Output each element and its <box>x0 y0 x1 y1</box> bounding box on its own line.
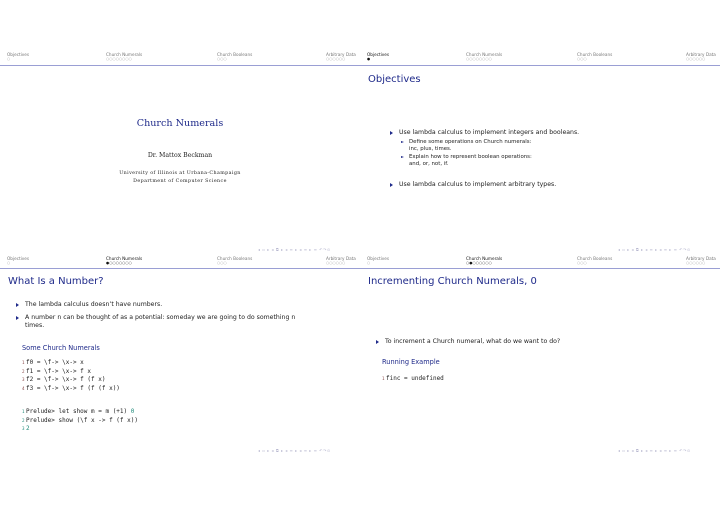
beamer-navigation-icons[interactable]: ◂ ▫ ▸ ◂ ⧉ ▸ ◂ ≡ ▸ ◂ ≡ ▸ ≡ ↶↷⊙ <box>258 448 331 453</box>
nav-section-church-numerals[interactable]: Church Numerals ○●○○○○○○ <box>466 256 503 265</box>
code-line: 1f0 = \f-> \x-> x <box>22 359 84 366</box>
list-item: To increment a Church numeral, what do we want to do? <box>385 338 560 346</box>
bullet-triangle-icon <box>16 303 19 307</box>
nav-section-arbitrary-data[interactable]: Arbitrary Data ○○○○○○ <box>686 256 716 265</box>
nav-section-objectives[interactable]: Objectives ○ <box>7 256 30 265</box>
list-item: Use lambda calculus to implement integers and booleans. <box>399 129 579 137</box>
block-title: Some Church Numerals <box>22 344 100 352</box>
code-line: 2Prelude> show (\f x -> f (f x)) <box>22 416 138 424</box>
code-line: 1Prelude> let show m = m (+1) 0 <box>22 408 135 415</box>
frame-title: What Is a Number? <box>8 276 104 287</box>
nav-section-church-booleans[interactable]: Church Booleans ○○○ <box>217 52 253 61</box>
slide-incrementing <box>360 255 720 510</box>
code-line: 2f1 = \f-> \x-> f x <box>22 367 92 375</box>
nav-section-church-booleans[interactable]: Church Booleans ○○○ <box>577 52 613 61</box>
slide-objectives <box>360 0 720 255</box>
institution: University of Illinois at Urbana-Champaign <box>119 171 241 176</box>
department: Department of Computer Science <box>133 179 227 184</box>
beamer-navigation-icons[interactable]: ◂ ▫ ▸ ◂ ⧉ ▸ ◂ ≡ ▸ ◂ ≡ ▸ ≡ ↶↷⊙ <box>258 247 331 252</box>
list-item: Explain how to represent boolean operations: <box>409 154 532 161</box>
bullet-triangle-icon <box>401 141 404 143</box>
code-block-running-example <box>382 375 444 384</box>
section-nav <box>0 52 360 66</box>
code-block-repl <box>22 408 138 434</box>
frame-title: Objectives <box>368 74 421 85</box>
nav-section-objectives[interactable]: Objectives ● <box>367 52 390 61</box>
beamer-navigation-icons[interactable]: ◂ ▫ ▸ ◂ ⧉ ▸ ◂ ≡ ▸ ◂ ≡ ▸ ≡ ↶↷⊙ <box>618 448 691 453</box>
nav-section-arbitrary-data[interactable]: Arbitrary Data ○○○○○○ <box>686 52 716 61</box>
slide-title <box>0 0 360 255</box>
list-item-continuation: times. <box>25 322 45 329</box>
bullet-triangle-icon <box>16 316 19 320</box>
bullet-list <box>25 301 295 330</box>
presentation-title: Church Numerals <box>136 118 224 129</box>
nav-divider <box>0 268 360 269</box>
nav-divider <box>360 268 720 269</box>
beamer-navigation-icons[interactable]: ◂ ▫ ▸ ◂ ⧉ ▸ ◂ ≡ ▸ ◂ ≡ ▸ ≡ ↶↷⊙ <box>618 247 691 252</box>
nav-section-church-numerals[interactable]: Church Numerals ●○○○○○○○ <box>106 256 143 265</box>
frame-title: Incrementing Church Numerals, 0 <box>368 276 537 287</box>
author: Dr. Mattox Beckman <box>147 152 213 159</box>
nav-section-church-numerals[interactable]: Church Numerals ○○○○○○○○ <box>106 52 143 61</box>
list-item: The lambda calculus doesn’t have numbers. <box>25 301 295 309</box>
bullet-triangle-icon <box>401 156 404 158</box>
nav-section-arbitrary-data[interactable]: Arbitrary Data ○○○○○○ <box>326 52 356 61</box>
code-line: 1finc = undefined <box>382 375 444 382</box>
list-item: A number n can be thought of as a potential: someday we are going to do something n <box>25 314 295 322</box>
bullet-list <box>385 338 560 346</box>
objectives-list <box>399 129 579 137</box>
nav-section-church-numerals[interactable]: Church Numerals ○○○○○○○○ <box>466 52 503 61</box>
nav-section-objectives[interactable]: Objectives ○ <box>367 256 390 265</box>
code-block-numerals <box>22 359 120 394</box>
block-title: Running Example <box>382 358 440 366</box>
code-line: 3f2 = \f-> \x-> f (f x) <box>22 376 106 384</box>
nav-section-objectives[interactable]: Objectives ○ <box>7 52 30 61</box>
slide-what-is-a-number <box>0 255 360 510</box>
list-item: Define some operations on Church numerals: <box>409 139 532 146</box>
nav-section-church-booleans[interactable]: Church Booleans ○○○ <box>577 256 613 265</box>
list-item: Use lambda calculus to implement arbitrary types. <box>399 181 556 189</box>
objectives-list-2 <box>399 181 556 189</box>
nav-section-church-booleans[interactable]: Church Booleans ○○○ <box>217 256 253 265</box>
bullet-triangle-icon <box>376 340 379 344</box>
code-line: 4f3 = \f-> \x-> f (f (f x)) <box>22 385 120 393</box>
code-line: 32 <box>22 425 30 433</box>
section-nav <box>360 52 720 66</box>
nav-divider <box>0 65 360 66</box>
nav-divider <box>360 65 720 66</box>
nav-section-arbitrary-data[interactable]: Arbitrary Data ○○○○○○ <box>326 256 356 265</box>
objectives-sublist <box>409 139 532 168</box>
list-item-continuation: inc, plus, times. <box>409 146 452 152</box>
bullet-triangle-icon <box>390 183 393 187</box>
list-item-continuation: and, or, not, if. <box>409 161 449 167</box>
bullet-triangle-icon <box>390 131 393 135</box>
